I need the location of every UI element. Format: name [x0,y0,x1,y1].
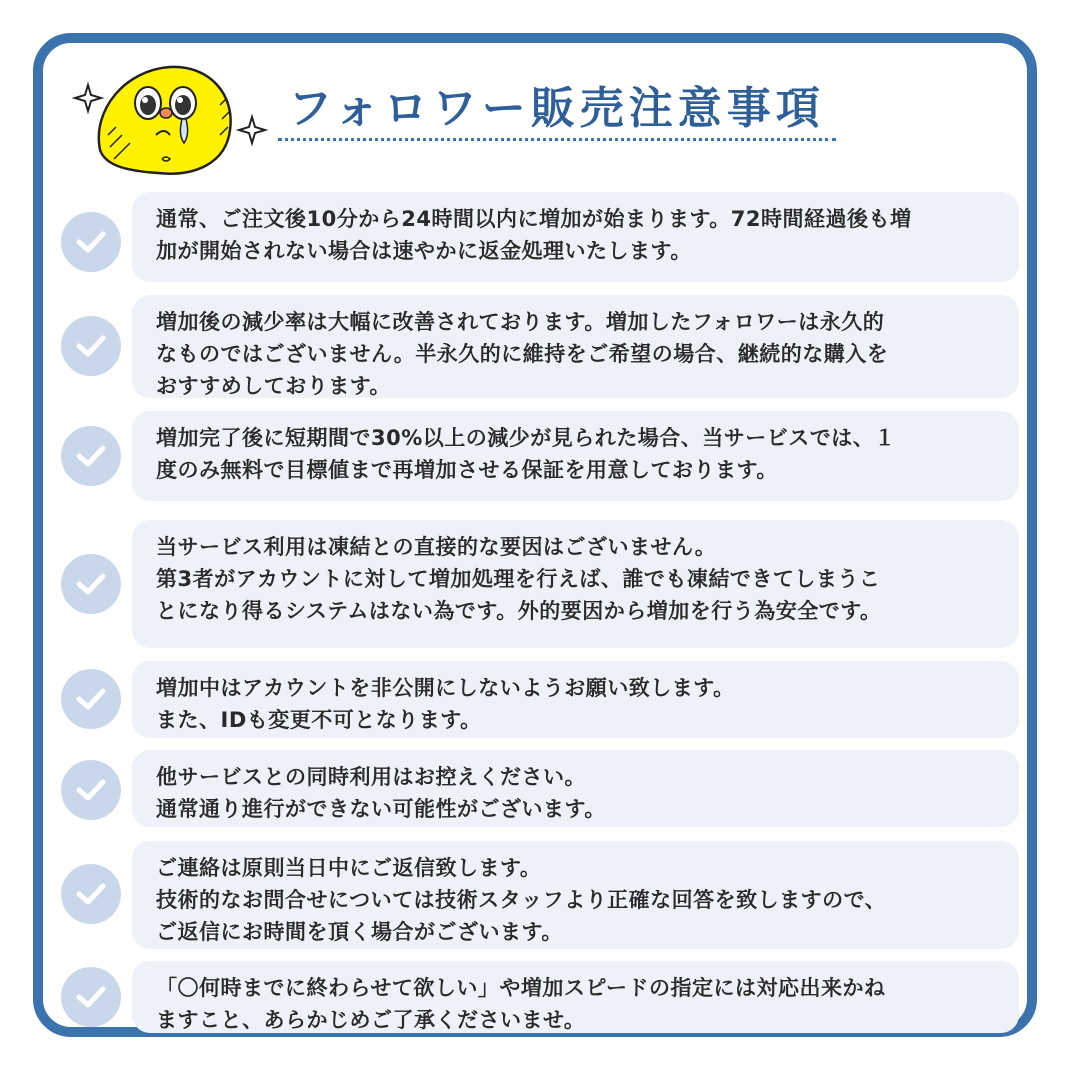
notice-box [132,520,1019,648]
notice-box [132,661,1019,738]
mascot-illustration [70,55,270,185]
sparkle-icon [75,85,101,111]
check-icon [61,864,121,924]
title-underline [278,138,836,141]
notice-text: 通常、ご注文後10分から24時間以内に増加が始まります。72時間経過後も増 加が開始されない場合は速やかに返金処理いたします。 [156,207,912,263]
check-icon [61,669,121,729]
check-icon [61,967,121,1027]
notice-text: 増加完了後に短期間で30%以上の減少が見られた場合、当サービスでは、１ 度のみ無料で目標値まで再増加させる保証を用意しております。 [156,426,896,482]
notice-box [132,411,1019,501]
notice-box [132,192,1019,282]
check-icon [61,760,121,820]
notice-text: 他サービスとの同時利用はお控えください。 通常通り進行ができない可能性がございます。 [156,765,606,821]
notice-box [132,961,1019,1033]
notice-text: 増加中はアカウントを非公開にしないようお願い致します。 また、IDも変更不可となります。 [156,676,735,732]
notice-box [132,295,1019,398]
notice-text: 増加後の減少率は大幅に改善されております。増加したフォロワーは永久的 なものではございません。半永久的に維持をご希望の場合、継続的な購入を おすすめしております。 [156,310,889,398]
notice-box [132,841,1019,949]
page-title: フォロワー販売注意事項 [288,83,825,134]
sparkle-icon [239,117,265,143]
notice-text: 「〇何時までに終わらせて欲しい」や増加スピードの指定には対応出来かね ますこと、あらかじめご了承くださいませ。 [156,976,886,1032]
check-icon [61,554,121,614]
crying-face-icon [70,55,270,185]
notice-text: 当サービス利用は凍結との直接的な要因はございません。 第3者がアカウントに対して増加処理を行えば、誰でも凍結できてしまうこ とになり得るシステムはない為です。外的要因から増加を行う為安全です。 [156,535,882,623]
check-icon [61,212,121,272]
notice-text: ご連絡は原則当日中にご返信致します。 技術的なお問合せについては技術スタッフより正確な回答を致しますので、 ご返信にお時間を頂く場合がございます。 [156,856,887,944]
notice-box [132,750,1019,827]
check-icon [61,426,121,486]
check-icon [61,316,121,376]
